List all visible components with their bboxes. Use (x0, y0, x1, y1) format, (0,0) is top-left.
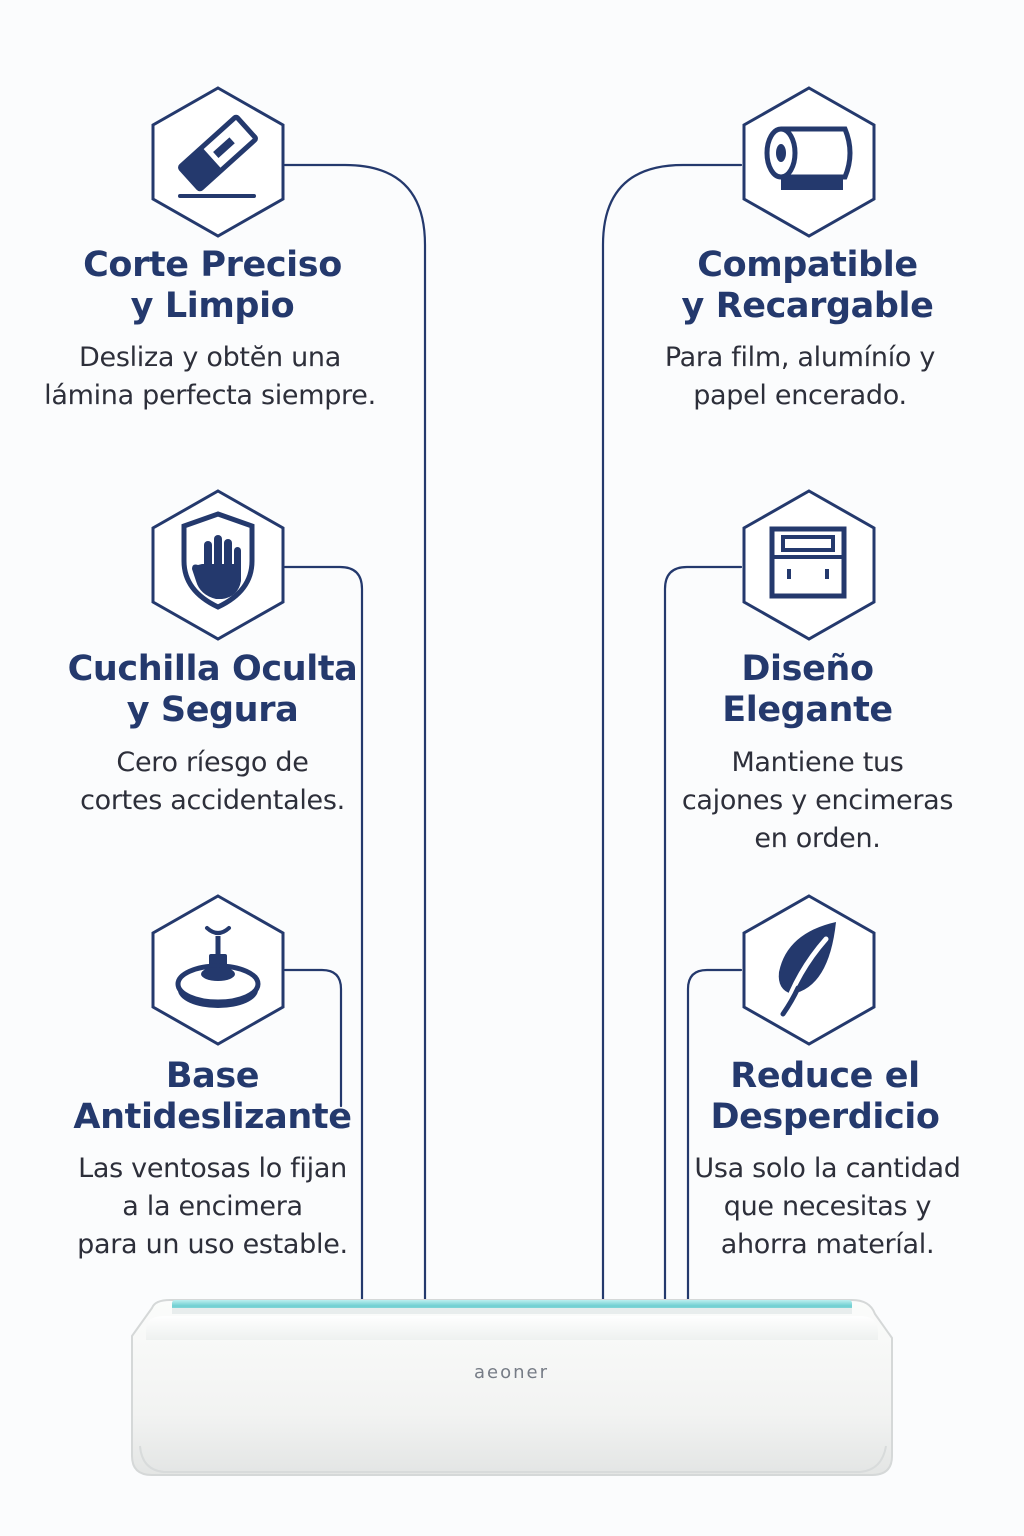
feature-title: Compatible y Recargable (681, 245, 934, 326)
blade-icon (150, 86, 286, 238)
roll-icon (741, 86, 877, 238)
feature-title: Corte Preciso y Limpio (83, 245, 342, 326)
feature-title: Diseño Elegante (722, 649, 893, 730)
feature-title: Reduce el Desperdicio (710, 1056, 940, 1137)
feature-description: Desliza y obtĕn una lámina perfecta siempre. (44, 342, 376, 411)
cabinet-icon (741, 489, 877, 641)
feature-description: Cero ríesgo de cortes accidentales. (80, 747, 345, 816)
shield-hand-icon (150, 489, 286, 641)
feature-description: Las ventosas lo fijan a la encimera para un uso estable. (77, 1153, 348, 1260)
brand-logo: aeoner (474, 1362, 549, 1383)
feature-title: Base Antideslizante (73, 1056, 352, 1137)
wrap-dispenser-product (130, 1296, 893, 1478)
feature-description: Mantiene tus cajones y encimeras en orden. (681, 747, 954, 854)
feature-title: Cuchilla Oculta y Segura (67, 649, 358, 730)
suction-cup-icon (150, 894, 286, 1046)
feature-description: Para film, alumínío y papel encerado. (664, 342, 936, 411)
leaf-icon (741, 894, 877, 1046)
feature-description: Usa solo la cantidad que necesitas y ahorra materíal. (694, 1153, 961, 1260)
